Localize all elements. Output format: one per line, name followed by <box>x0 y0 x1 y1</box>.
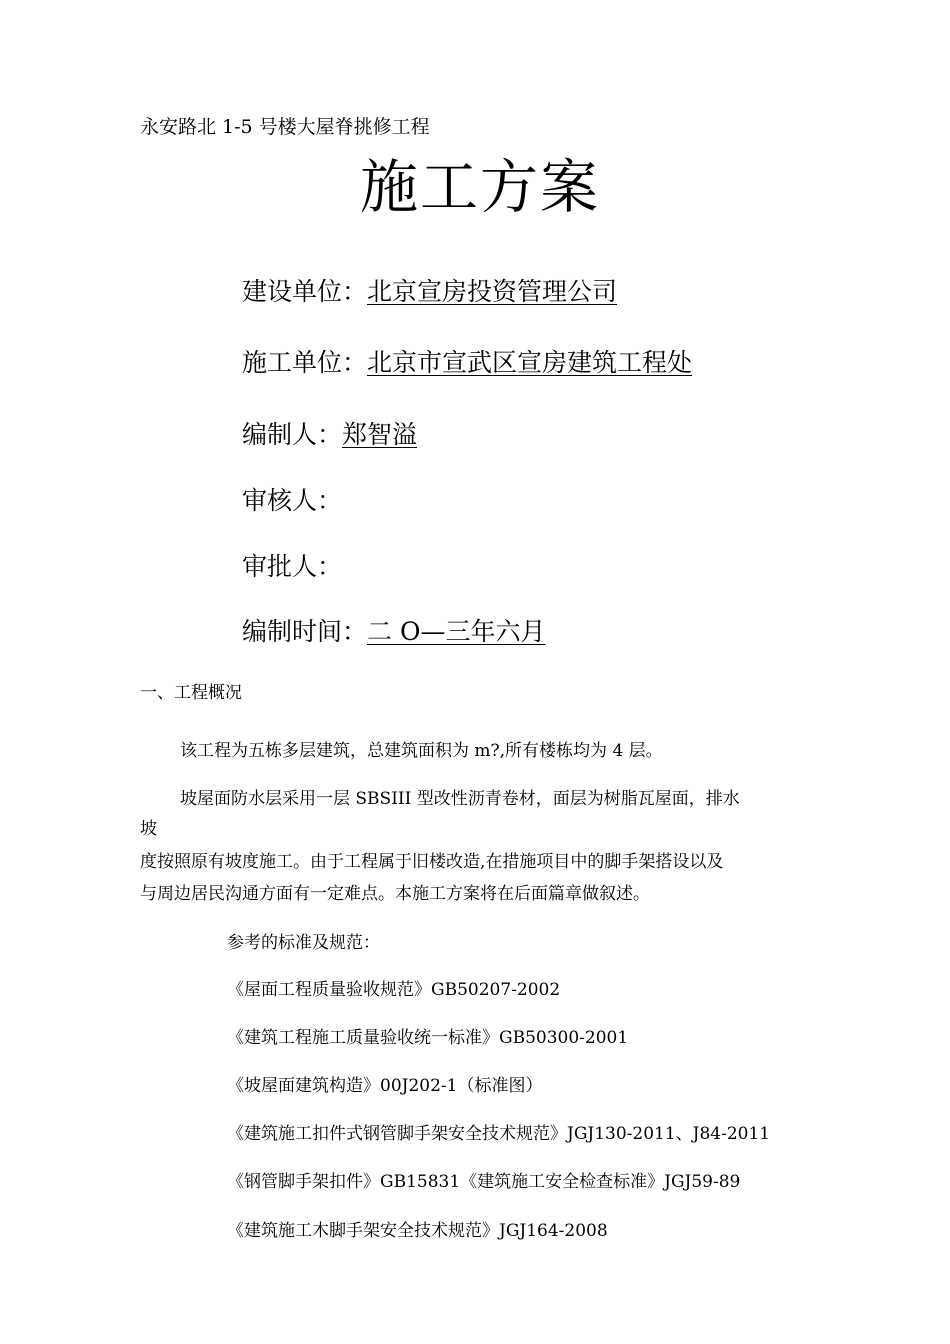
info-row-approver <box>242 547 342 583</box>
section-heading: 一、工程概况 <box>140 683 242 703</box>
reference-item: 《屋面工程质量验收规范》GB50207-2002 <box>227 980 561 1000</box>
info-value: 北京宣房投资管理公司 <box>367 277 618 306</box>
info-label: 编制人： <box>242 420 343 449</box>
info-value: 北京市宣武区宣房建筑工程处 <box>367 348 693 377</box>
info-label: 编制时间： <box>242 617 368 646</box>
references-heading: 参考的标准及规范： <box>227 933 380 953</box>
info-value: 二 O—三年六月 <box>367 617 546 646</box>
paragraph: 与周边居民沟通方面有一定难点。本施工方案将在后面篇章做叙述。 <box>140 884 650 904</box>
reference-item: 《建筑工程施工质量验收统一标准》GB50300-2001 <box>227 1028 629 1048</box>
reference-item: 《钢管脚手架扣件》GB15831《建筑施工安全检查标准》JGJ59-89 <box>227 1172 741 1192</box>
reference-item: 《建筑施工扣件式钢管脚手架安全技术规范》JGJ130-2011、J84-2011 <box>227 1124 771 1144</box>
document-title: 施工方案 <box>360 153 601 221</box>
reference-item: 《建筑施工木脚手架安全技术规范》JGJ164-2008 <box>227 1221 608 1241</box>
paragraph: 度按照原有坡度施工。由于工程属于旧楼改造,在措施项目中的脚手架搭设以及 <box>140 852 724 872</box>
info-label: 审批人： <box>242 552 343 581</box>
info-value: 郑智溢 <box>342 420 418 449</box>
paragraph: 坡屋面防水层采用一层 SBSIII 型改性沥青卷材，面层为树脂瓦屋面，排水 <box>180 789 740 809</box>
info-row-contractor <box>242 343 692 379</box>
info-label: 施工单位： <box>242 348 368 377</box>
info-label: 建设单位： <box>242 277 368 306</box>
info-row-date <box>242 612 545 648</box>
info-row-reviewer <box>242 481 342 517</box>
info-row-author <box>242 415 417 451</box>
reference-item: 《坡屋面建筑构造》00J202-1（标准图） <box>227 1076 543 1096</box>
info-label: 审核人： <box>242 486 343 515</box>
info-row-builder <box>242 272 617 308</box>
paragraph: 该工程为五栋多层建筑，总建筑面积为 m?,所有楼栋均为 4 层。 <box>180 741 663 761</box>
project-name: 永安路北 1-5 号楼大屋脊挑修工程 <box>140 116 430 138</box>
paragraph: 坡 <box>140 819 157 839</box>
